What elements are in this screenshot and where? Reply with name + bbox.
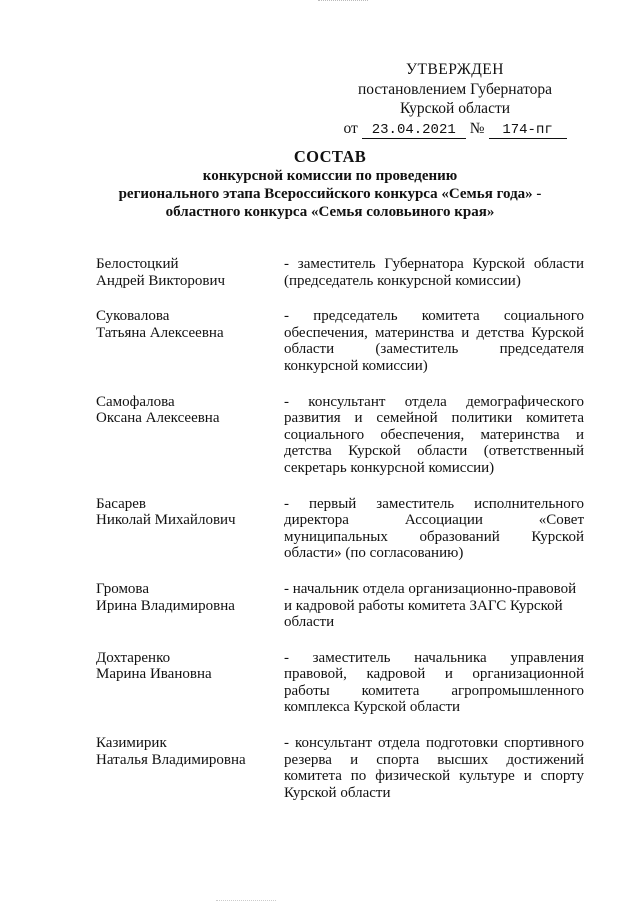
title-line-2: регионального этапа Всероссийского конкурса «Семья года» -	[118, 186, 542, 202]
approval-stamp-block	[340, 60, 570, 139]
title-line-1: конкурсной комиссии по проведению	[202, 168, 458, 184]
approval-date-line	[340, 119, 570, 139]
document-title	[60, 148, 600, 221]
member-row	[96, 650, 584, 716]
approval-line-2: Курской области	[399, 100, 511, 117]
member-surname: Громова	[96, 580, 149, 597]
member-position: - начальник отдела организационно-правовой и кадровой работы комитета ЗАГС Курской области	[284, 580, 577, 631]
member-row	[96, 581, 584, 631]
member-name	[96, 735, 276, 801]
member-position: - заместитель начальника управления правовой, кадровой и организационной работы комитета агропромышленного комплекса Курской области	[284, 649, 584, 716]
member-name	[96, 394, 276, 477]
member-given-name: Николай Михайлович	[96, 512, 236, 529]
member-position: - председатель комитета социального обеспечения, материнства и детства Курской области (заместитель председателя конкурсной комиссии)	[284, 308, 584, 374]
member-given-name: Татьяна Алексеевна	[96, 324, 224, 341]
members-list	[96, 256, 584, 801]
approval-line-1: постановлением Губернатора	[357, 80, 553, 98]
approval-number: 174-пг	[489, 123, 567, 139]
member-surname: Суковалова	[96, 308, 170, 325]
member-given-name: Марина Ивановна	[96, 666, 212, 683]
member-surname: Самофалова	[96, 393, 175, 410]
member-surname: Белостоцкий	[96, 256, 179, 272]
scan-artifact-top	[318, 0, 368, 4]
date-prefix: от	[343, 119, 358, 137]
member-name	[96, 650, 276, 716]
member-surname: Басарев	[96, 495, 147, 512]
member-position: - консультант отдела демографического развития и семейной политики комитета социального обеспечения, материнства и детства Курской области (ответственный секретарь конкурсной комиссии)	[284, 393, 584, 476]
member-given-name: Андрей Викторович	[96, 272, 226, 289]
member-surname: Дохтаренко	[96, 649, 171, 666]
number-prefix: №	[469, 119, 485, 137]
member-given-name: Ирина Владимировна	[96, 597, 235, 614]
member-row	[96, 394, 584, 477]
member-position: - заместитель Губернатора Курской области (председатель конкурсной комиссии)	[284, 256, 584, 289]
member-row	[96, 256, 584, 289]
member-name	[96, 256, 276, 289]
member-surname: Казимирик	[96, 735, 167, 752]
member-position: - первый заместитель исполнительного директора Ассоциации «Совет муниципальных образований Курской области» (по согласованию)	[284, 495, 584, 562]
scan-artifact-bottom	[216, 900, 276, 904]
member-row	[96, 308, 584, 374]
member-row	[96, 735, 584, 801]
member-given-name: Оксана Алексеевна	[96, 410, 220, 427]
title-main: СОСТАВ	[293, 147, 367, 166]
approval-date: 23.04.2021	[362, 123, 466, 139]
member-name	[96, 581, 276, 631]
member-row	[96, 496, 584, 562]
member-name	[96, 496, 276, 562]
member-position: - консультант отдела подготовки спортивного резерва и спорта высших достижений комитета по физической культуре и спорту Курской области	[284, 735, 584, 801]
member-name	[96, 308, 276, 374]
member-given-name: Наталья Владимировна	[96, 751, 246, 768]
approval-heading: УТВЕРЖДЕН	[406, 61, 504, 78]
title-line-3: областного конкурса «Семья соловьиного края»	[165, 204, 495, 220]
